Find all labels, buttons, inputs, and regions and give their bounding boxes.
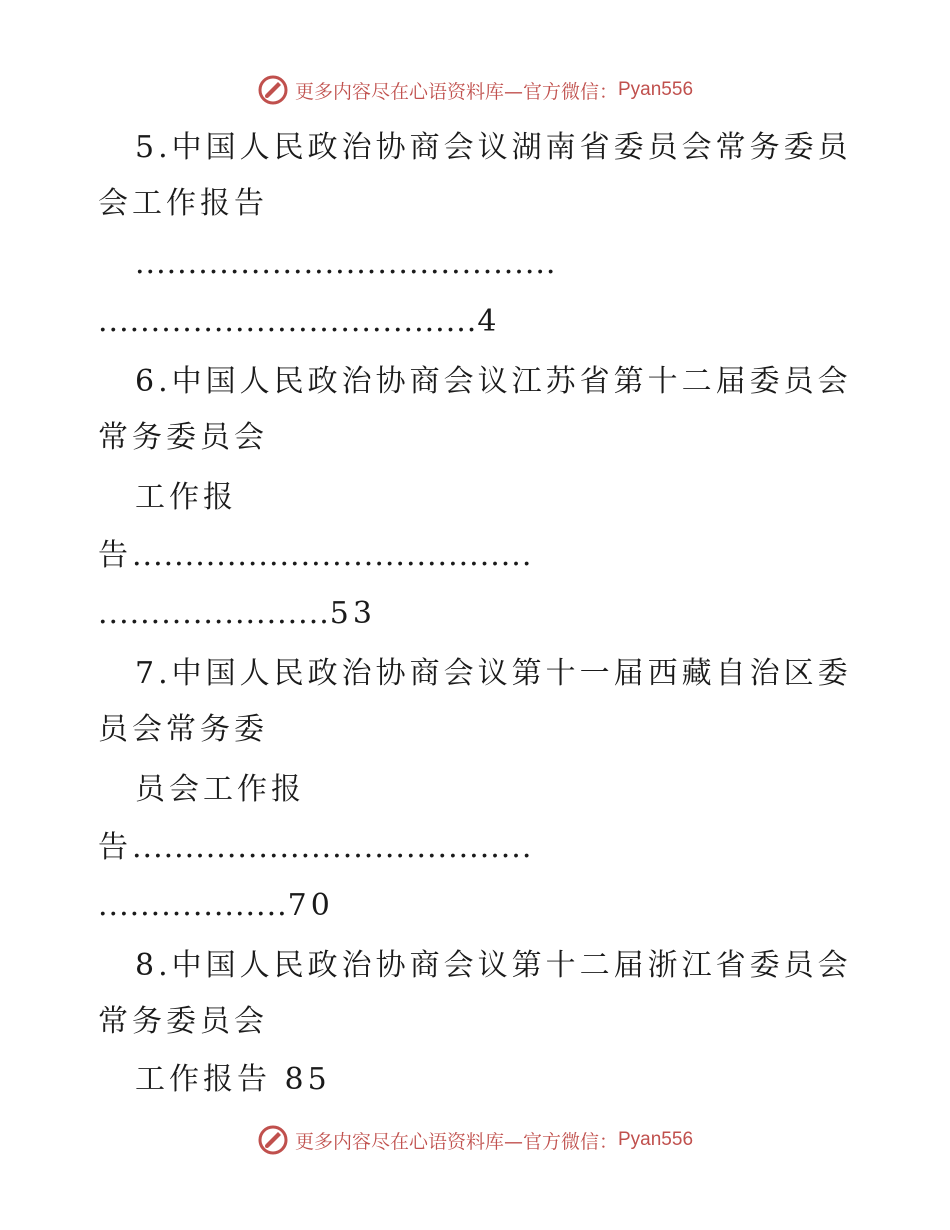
toc-entry-7-title: 7.中国人民政治协商会议第十一届西藏自治区委 bbox=[135, 656, 852, 691]
toc-entry-8-title: 8.中国人民政治协商会议第十二届浙江省委员会 bbox=[135, 948, 852, 983]
toc-entry-6-leader-row bbox=[98, 536, 950, 576]
toc-entry-7-leader-row2 bbox=[98, 886, 950, 926]
toc-entry-6-page: 53 bbox=[329, 596, 376, 631]
header-watermark bbox=[0, 72, 950, 108]
toc-entry-6-leader-row2 bbox=[98, 594, 950, 634]
toc-entry-8-title-cont2: 工作报告 bbox=[135, 1062, 271, 1097]
toc-entry-8-title-row bbox=[135, 1060, 950, 1100]
toc-entry-6-leader: ...................................... bbox=[132, 538, 533, 573]
toc-entry-8-title-cont: 常务委员会 bbox=[98, 1004, 268, 1039]
toc-entry-5-title: 5.中国人民政治协商会议湖南省委员会常务委员 bbox=[135, 130, 852, 165]
toc-entry-7-title-cont: 员会常务委 bbox=[98, 712, 268, 747]
toc-entry-7-leader-row bbox=[98, 828, 950, 868]
watermark-text: 更多内容尽在心语资料库—官方微信： bbox=[294, 80, 618, 103]
toc-entry-5-title-cont: 会工作报告 bbox=[98, 186, 268, 221]
toc-entry-7-leader-cont: .................. bbox=[98, 888, 288, 923]
toc-entry-6-title-cont: 常务委员会 bbox=[98, 420, 268, 455]
watermark-handle: Pyan556 bbox=[618, 1129, 694, 1150]
toc-entry-6-leader-cont: ...................... bbox=[98, 596, 330, 631]
seal-logo-icon bbox=[257, 74, 289, 106]
footer-watermark bbox=[0, 1122, 950, 1158]
toc-entry-5-leader: ........................................ bbox=[135, 246, 557, 281]
toc-entry-7-title-cont2: 员会工作报 bbox=[135, 772, 305, 807]
toc-entry-5-leader-cont: .................................... bbox=[98, 304, 478, 339]
toc-entry-6-title: 6.中国人民政治协商会议江苏省第十二届委员会 bbox=[135, 364, 852, 399]
watermark-text: 更多内容尽在心语资料库—官方微信： bbox=[294, 1130, 618, 1153]
toc-entry-6-title-end: 告 bbox=[98, 538, 132, 573]
toc-entry-8-page: 85 bbox=[284, 1062, 331, 1097]
toc-entry-5-leader-row bbox=[98, 302, 950, 342]
watermark-handle: Pyan556 bbox=[618, 79, 694, 100]
toc-entry-7-page: 70 bbox=[287, 888, 334, 923]
toc-entry-6-title-cont2: 工作报 bbox=[135, 480, 237, 515]
toc-entry-7-title-end: 告 bbox=[98, 830, 132, 865]
toc-entry-5-page: 4 bbox=[477, 304, 501, 339]
toc-entry-7-leader: ...................................... bbox=[132, 830, 533, 865]
seal-logo-icon bbox=[257, 1124, 289, 1156]
